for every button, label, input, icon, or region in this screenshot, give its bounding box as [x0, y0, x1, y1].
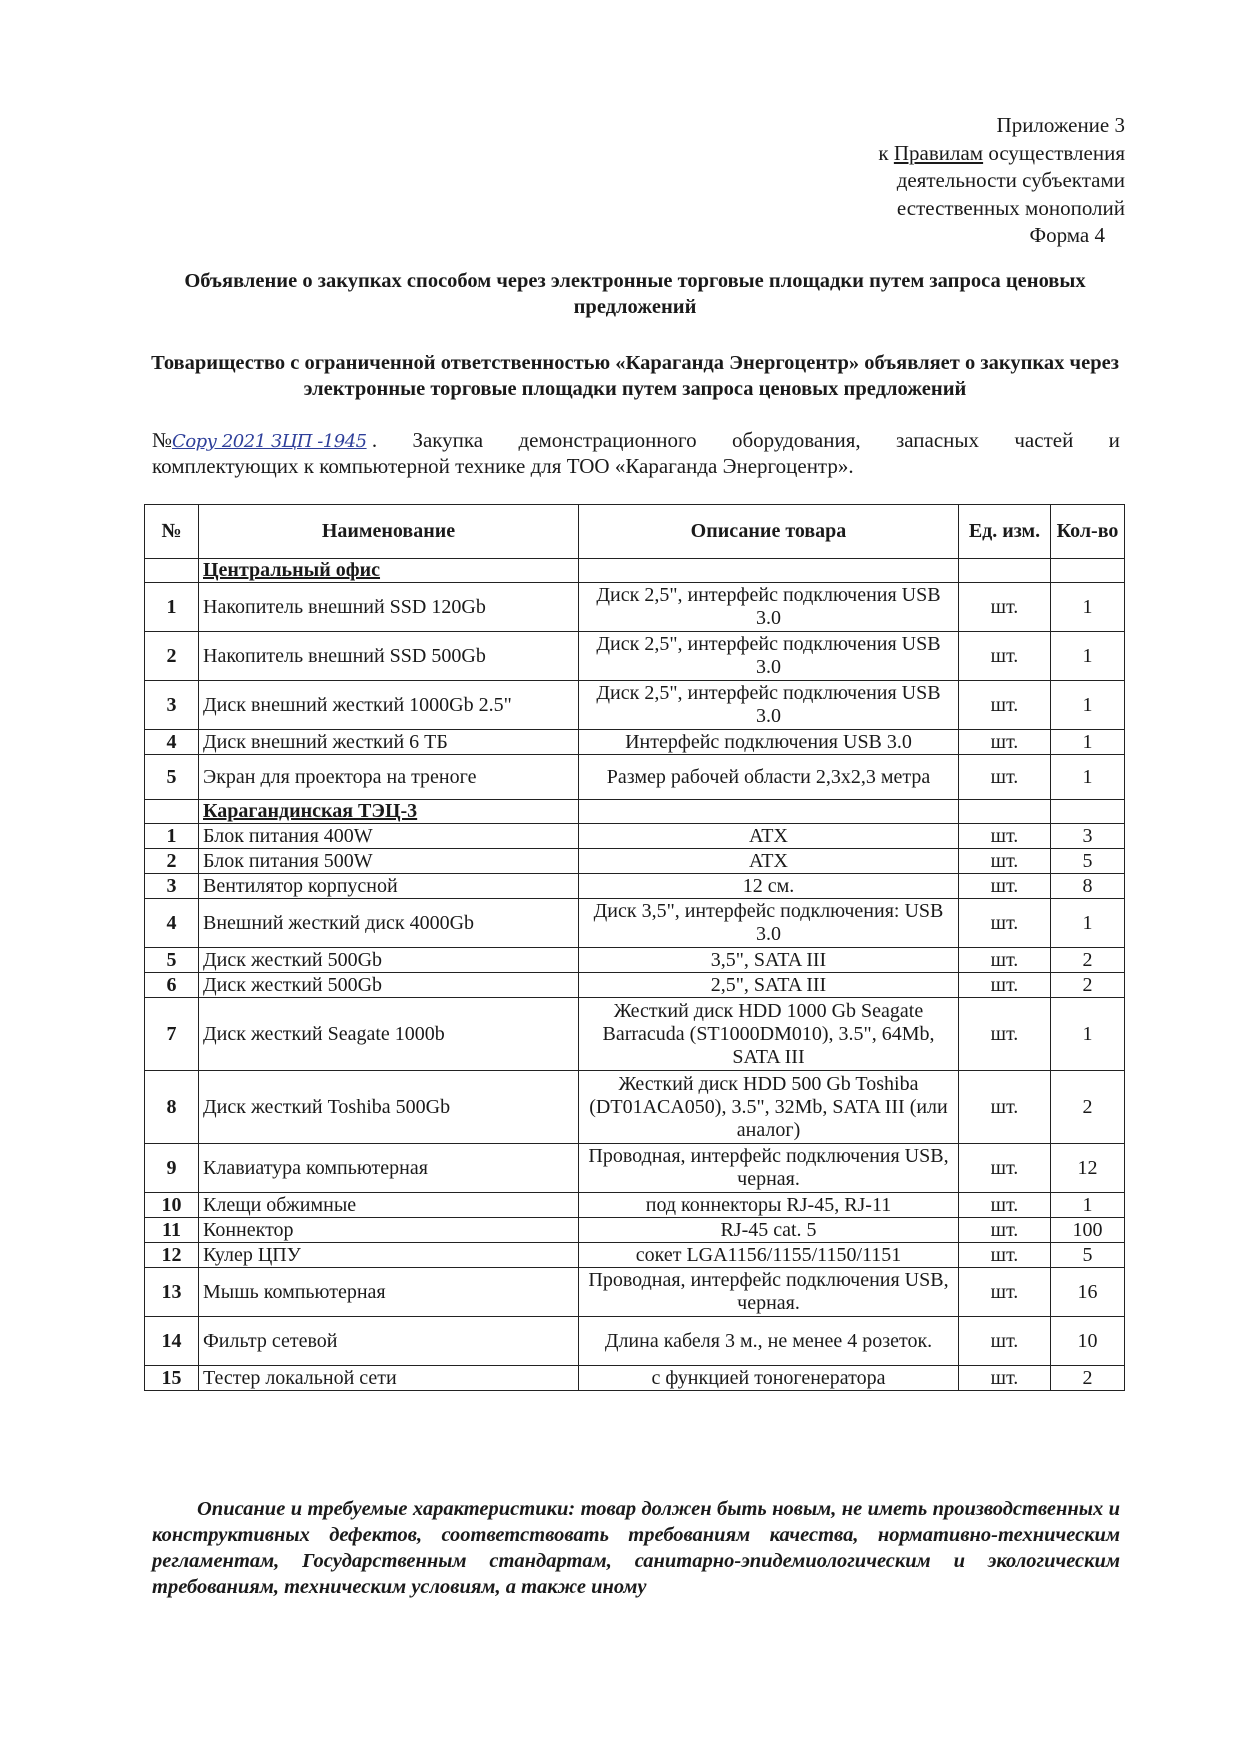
item-description: Диск 2,5", интерфейс подключения USB 3.0 [579, 583, 959, 632]
item-name: Диск жесткий Seagate 1000b [199, 998, 579, 1071]
item-description: Жесткий диск HDD 1000 Gb Seagate Barracuda (ST1000DM010), 3.5", 64Mb, SATA III [579, 998, 959, 1071]
item-unit: шт. [959, 1243, 1051, 1268]
table-row [145, 1243, 1125, 1268]
item-quantity: 2 [1051, 948, 1125, 973]
table-body [145, 559, 1125, 1391]
item-name: Диск жесткий Toshiba 500Gb [199, 1071, 579, 1144]
item-name: Вентилятор корпусной [199, 874, 579, 899]
item-unit: шт. [959, 899, 1051, 948]
intro-line-1 [152, 428, 1120, 454]
item-name: Кулер ЦПУ [199, 1243, 579, 1268]
row-number: 2 [145, 849, 199, 874]
item-unit: шт. [959, 583, 1051, 632]
intro-word: и [1108, 428, 1120, 452]
item-quantity: 2 [1051, 1071, 1125, 1144]
item-description: Диск 3,5", интерфейс подключения: USB 3.0 [579, 899, 959, 948]
section-empty-cell [959, 559, 1051, 583]
item-quantity: 1 [1051, 583, 1125, 632]
table-row [145, 681, 1125, 730]
table-row [145, 632, 1125, 681]
table-row [145, 998, 1125, 1071]
item-description: Жесткий диск HDD 500 Gb Toshiba (DT01ACA050), 3.5", 32Mb, SATA III (или аналог) [579, 1071, 959, 1144]
number-sign: № [152, 428, 173, 452]
item-name: Тестер локальной сети [199, 1366, 579, 1391]
item-unit: шт. [959, 755, 1051, 800]
item-quantity: 3 [1051, 824, 1125, 849]
procurement-number: №Сору 2021 ЗЦП -1945 . [152, 428, 378, 452]
item-description: Диск 2,5", интерфейс подключения USB 3.0 [579, 632, 959, 681]
item-description: сокет LGA1156/1155/1150/1151 [579, 1243, 959, 1268]
intro-line-2: комплектующих к компьютерной технике для ТОО «Караганда Энергоцентр». [152, 454, 854, 478]
table-row [145, 730, 1125, 755]
section-title: Карагандинская ТЭЦ-3 [199, 800, 579, 824]
table-row [145, 1317, 1125, 1366]
section-empty-cell [579, 800, 959, 824]
item-quantity: 1 [1051, 730, 1125, 755]
announcement-title: Объявление о закупках способом через электронные торговые площадки путем запроса ценовых предложений [184, 270, 1086, 318]
item-description: под коннекторы RJ-45, RJ-11 [579, 1193, 959, 1218]
header-name: Наименование [199, 505, 579, 559]
item-description: Размер рабочей области 2,3х2,3 метра [579, 755, 959, 800]
item-quantity: 2 [1051, 1366, 1125, 1391]
item-name: Блок питания 500W [199, 849, 579, 874]
form-number: Форма 4 [1029, 223, 1105, 247]
header-desc: Описание товара [579, 505, 959, 559]
item-quantity: 1 [1051, 681, 1125, 730]
row-number: 7 [145, 998, 199, 1071]
section-empty-cell [579, 559, 959, 583]
row-number: 5 [145, 755, 199, 800]
item-quantity: 10 [1051, 1317, 1125, 1366]
item-unit: шт. [959, 824, 1051, 849]
row-number: 5 [145, 948, 199, 973]
item-quantity: 5 [1051, 849, 1125, 874]
row-number: 8 [145, 1071, 199, 1144]
row-number: 15 [145, 1366, 199, 1391]
table-row [145, 948, 1125, 973]
item-name: Диск жесткий 500Gb [199, 948, 579, 973]
item-unit: шт. [959, 973, 1051, 998]
item-description: ATX [579, 849, 959, 874]
item-description: Проводная, интерфейс подключения USB, черная. [579, 1144, 959, 1193]
item-name: Фильтр сетевой [199, 1317, 579, 1366]
item-unit: шт. [959, 1144, 1051, 1193]
row-number: 2 [145, 632, 199, 681]
table-row [145, 874, 1125, 899]
appendix-line-2-suffix: осуществления [983, 140, 1125, 165]
item-description: Интерфейс подключения USB 3.0 [579, 730, 959, 755]
appendix-line-4: естественных монополий [896, 195, 1125, 220]
row-number: 12 [145, 1243, 199, 1268]
item-name: Диск внешний жесткий 1000Gb 2.5" [199, 681, 579, 730]
handwritten-number: Сору 2021 ЗЦП -1945 [172, 431, 367, 452]
item-name: Накопитель внешний SSD 120Gb [199, 583, 579, 632]
table-header-row [145, 505, 1125, 559]
section-empty-cell [1051, 800, 1125, 824]
section-row [145, 559, 1125, 583]
item-quantity: 5 [1051, 1243, 1125, 1268]
table-row [145, 973, 1125, 998]
item-quantity: 1 [1051, 1193, 1125, 1218]
table-row [145, 849, 1125, 874]
row-number: 13 [145, 1268, 199, 1317]
row-number: 14 [145, 1317, 199, 1366]
header-qty: Кол-во [1051, 505, 1125, 559]
intro-word: частей [1014, 428, 1074, 452]
item-name: Коннектор [199, 1218, 579, 1243]
table-row [145, 1071, 1125, 1144]
table-row [145, 583, 1125, 632]
item-name: Клещи обжимные [199, 1193, 579, 1218]
item-quantity: 1 [1051, 998, 1125, 1071]
item-quantity: 12 [1051, 1144, 1125, 1193]
item-name: Блок питания 400W [199, 824, 579, 849]
item-unit: шт. [959, 1268, 1051, 1317]
section-row [145, 800, 1125, 824]
item-description: с функцией тоногенератора [579, 1366, 959, 1391]
row-number: 4 [145, 899, 199, 948]
item-description: 2,5", SATA III [579, 973, 959, 998]
table-row [145, 824, 1125, 849]
item-description: 12 см. [579, 874, 959, 899]
items-table [144, 504, 1125, 1391]
item-description: Проводная, интерфейс подключения USB, черная. [579, 1268, 959, 1317]
row-number: 3 [145, 681, 199, 730]
intro-word: оборудования, [731, 428, 861, 452]
table-row [145, 899, 1125, 948]
item-name: Мышь компьютерная [199, 1268, 579, 1317]
table-row [145, 1268, 1125, 1317]
item-description: RJ-45 cat. 5 [579, 1218, 959, 1243]
section-empty-cell [145, 800, 199, 824]
item-name: Диск внешний жесткий 6 ТБ [199, 730, 579, 755]
item-unit: шт. [959, 1317, 1051, 1366]
table-row [145, 1144, 1125, 1193]
item-quantity: 2 [1051, 973, 1125, 998]
item-unit: шт. [959, 998, 1051, 1071]
appendix-line-2-prefix: к [878, 140, 894, 165]
header-unit: Ед. изм. [959, 505, 1051, 559]
item-description: Диск 2,5", интерфейс подключения USB 3.0 [579, 681, 959, 730]
table-row [145, 1218, 1125, 1243]
item-unit: шт. [959, 849, 1051, 874]
row-number: 4 [145, 730, 199, 755]
company-announcement: Товарищество с ограниченной ответственностью «Караганда Энергоцентр» объявляет о закупках через электронные торговые площадки путем запроса ценовых предложений [151, 352, 1119, 400]
row-number: 6 [145, 973, 199, 998]
item-quantity: 8 [1051, 874, 1125, 899]
item-unit: шт. [959, 1193, 1051, 1218]
row-number: 11 [145, 1218, 199, 1243]
table-row [145, 1193, 1125, 1218]
item-unit: шт. [959, 1218, 1051, 1243]
item-unit: шт. [959, 1366, 1051, 1391]
item-quantity: 1 [1051, 632, 1125, 681]
item-quantity: 1 [1051, 899, 1125, 948]
item-unit: шт. [959, 1071, 1051, 1144]
item-unit: шт. [959, 632, 1051, 681]
row-number: 3 [145, 874, 199, 899]
item-quantity: 100 [1051, 1218, 1125, 1243]
item-unit: шт. [959, 874, 1051, 899]
appendix-line-1: Приложение 3 [996, 113, 1125, 137]
section-num-cell [145, 559, 199, 583]
section-empty-cell [959, 800, 1051, 824]
header-num: № [145, 505, 199, 559]
item-description: 3,5", SATA III [579, 948, 959, 973]
row-number: 9 [145, 1144, 199, 1193]
item-name: Экран для проектора на треноге [199, 755, 579, 800]
item-name: Диск жесткий 500Gb [199, 973, 579, 998]
item-quantity: 16 [1051, 1268, 1125, 1317]
requirements-paragraph: Описание и требуемые характеристики: товар должен быть новым, не иметь производственных и конструктивных дефектов, соответствовать требованиям качества, нормативно-техническим регламентам, Государственным стандартам, санитарно-эпидемиологическим и экологическим требованиям, техническим условиям, а также иному [152, 1498, 1120, 1598]
appendix-block [878, 112, 1125, 250]
item-description: ATX [579, 824, 959, 849]
item-name: Внешний жесткий диск 4000Gb [199, 899, 579, 948]
rules-link: Правилам [893, 140, 984, 165]
appendix-line-3: деятельности субъектами [896, 168, 1125, 192]
item-unit: шт. [959, 730, 1051, 755]
item-name: Накопитель внешний SSD 500Gb [199, 632, 579, 681]
intro-word: Закупка [412, 428, 484, 452]
item-name: Клавиатура компьютерная [199, 1144, 579, 1193]
item-unit: шт. [959, 681, 1051, 730]
intro-word: запасных [895, 428, 980, 452]
row-number: 1 [145, 824, 199, 849]
intro-word: демонстрационного [518, 428, 697, 452]
intro-paragraph [152, 428, 1120, 479]
row-number: 1 [145, 583, 199, 632]
section-empty-cell [1051, 559, 1125, 583]
table-row [145, 1366, 1125, 1391]
item-quantity: 1 [1051, 755, 1125, 800]
item-description: Длина кабеля 3 м., не менее 4 розеток. [579, 1317, 959, 1366]
appendix-line-2 [878, 140, 1125, 168]
section-title: Центральный офис [199, 559, 579, 583]
table-row [145, 755, 1125, 800]
item-unit: шт. [959, 948, 1051, 973]
row-number: 10 [145, 1193, 199, 1218]
